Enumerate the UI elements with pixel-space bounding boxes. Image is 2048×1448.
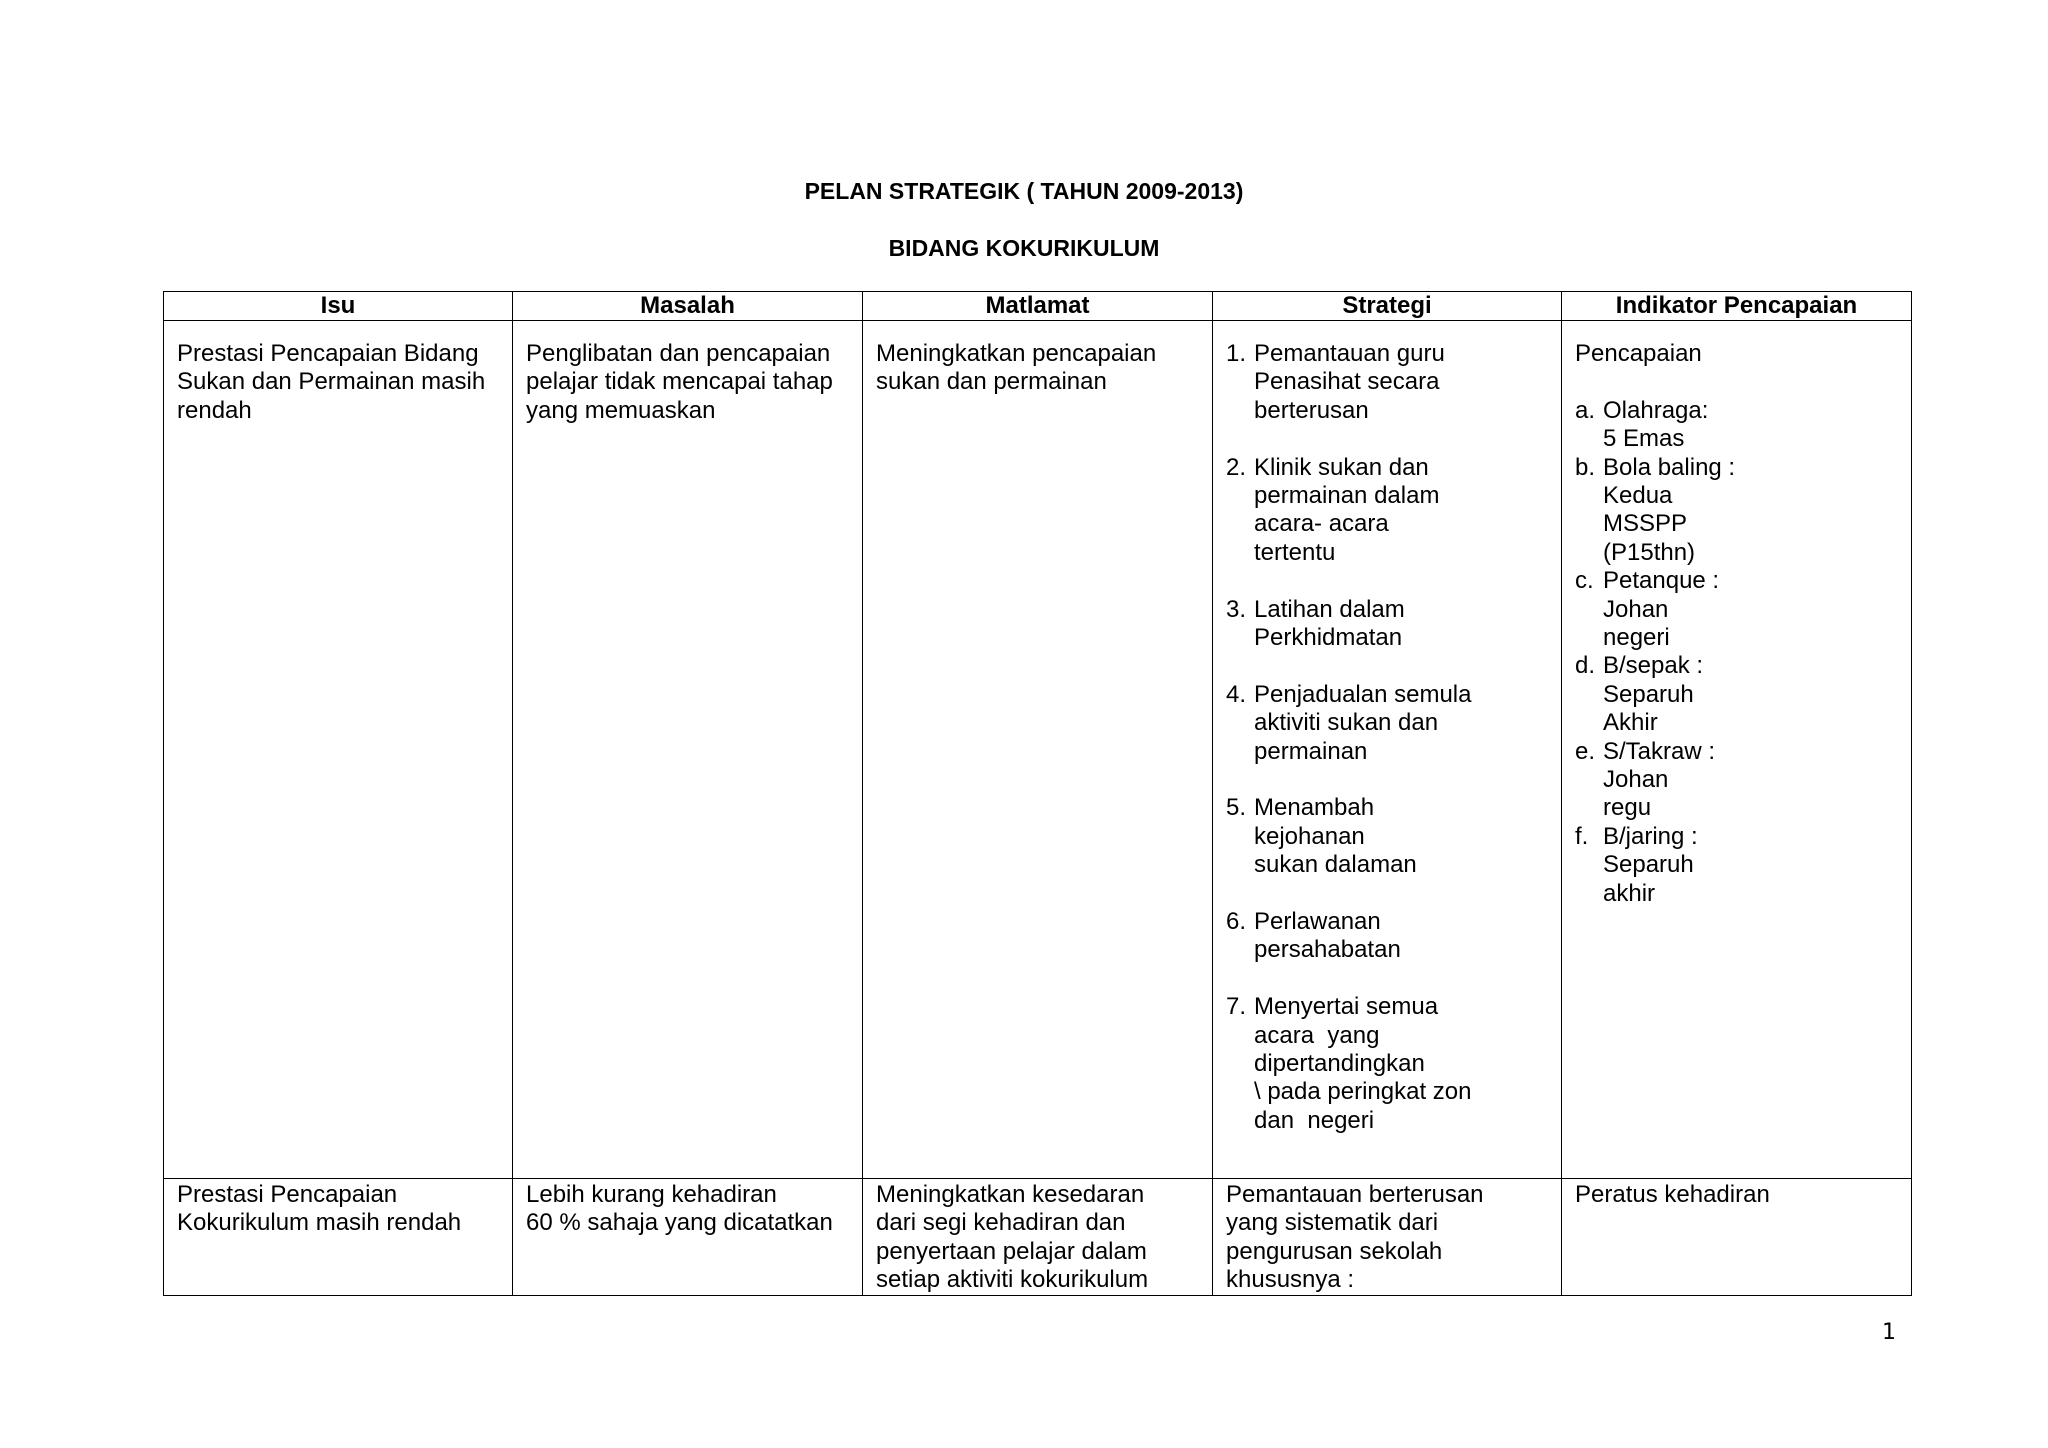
item-number: 3.	[1226, 595, 1247, 623]
text-line: Perlawanan	[1254, 908, 1381, 936]
text-line: MSSPP	[1603, 510, 1688, 538]
item-letter: b.	[1575, 453, 1596, 481]
text-line: berterusan	[1254, 396, 1369, 424]
strategy-item	[1226, 993, 1548, 1135]
text-line: pelajar tidak mencapai tahap	[526, 368, 833, 396]
header-indikator: Indikator Pencapaian	[1562, 292, 1912, 321]
strategy-item	[1226, 681, 1548, 766]
text-line: (P15thn)	[1603, 538, 1696, 566]
indicator-item	[1575, 652, 1898, 737]
text-line: aktiviti sukan dan	[1254, 709, 1439, 737]
text-line: penyertaan pelajar dalam	[876, 1237, 1147, 1265]
text-line: Menambah	[1254, 794, 1375, 822]
page-number: 1	[1882, 1320, 1896, 1345]
item-letter: d.	[1575, 652, 1596, 680]
text-line: permainan	[1254, 737, 1368, 765]
header-strategi: Strategi	[1213, 292, 1562, 321]
item-letter: c.	[1575, 567, 1594, 595]
text-line: Meningkatkan kesedaran	[876, 1181, 1145, 1208]
document-subtitle: BIDANG KOKURIKULUM	[888, 235, 1160, 261]
text-line: Penjadualan semula	[1254, 680, 1472, 708]
text-line: Sukan dan Permainan masih	[177, 368, 486, 396]
text-line: Prestasi Pencapaian Bidang	[177, 340, 479, 367]
strategic-plan-table	[163, 291, 1912, 1296]
text-line: Johan	[1603, 766, 1669, 794]
text-line: Akhir	[1603, 709, 1658, 737]
header-masalah: Masalah	[513, 292, 863, 321]
text-line: Separuh	[1603, 680, 1694, 708]
text-line: Penasihat secara	[1254, 368, 1440, 396]
item-letter: f.	[1575, 822, 1589, 850]
text-line: sukan dan permainan	[876, 368, 1107, 396]
text-line: Peratus kehadiran	[1575, 1181, 1770, 1208]
cell-strategi	[1213, 321, 1562, 1179]
cell-indikator	[1562, 321, 1912, 1179]
cell-masalah	[513, 321, 863, 1179]
text-line: Kedua	[1603, 482, 1673, 510]
text-line: B/sepak :	[1603, 652, 1704, 680]
text-line: pengurusan sekolah	[1226, 1237, 1443, 1265]
item-letter: a.	[1575, 396, 1596, 424]
strategy-item	[1226, 794, 1548, 879]
cell-masalah	[513, 1179, 863, 1296]
indicator-heading: Pencapaian	[1575, 340, 1702, 367]
document-title: PELAN STRATEGIK ( TAHUN 2009-2013)	[804, 178, 1244, 204]
text-line: 5 Emas	[1603, 425, 1685, 453]
strategy-item	[1226, 454, 1548, 568]
text-line: sukan dalaman	[1254, 851, 1417, 879]
indicator-item	[1575, 397, 1898, 454]
text-line: B/jaring :	[1603, 822, 1698, 850]
text-line: 60 % sahaja yang dicatatkan	[526, 1209, 833, 1237]
text-line: Petanque :	[1603, 567, 1720, 595]
strategy-item	[1226, 596, 1548, 653]
text-line: Bola baling :	[1603, 453, 1736, 481]
text-line: acara yang	[1254, 1021, 1380, 1049]
text-line: dipertandingkan	[1254, 1050, 1425, 1078]
cell-strategi	[1213, 1179, 1562, 1296]
text-line: Meningkatkan pencapaian	[876, 340, 1157, 367]
text-line: setiap aktiviti kokurikulum	[876, 1266, 1149, 1294]
item-number: 6.	[1226, 908, 1247, 936]
header-matlamat: Matlamat	[863, 292, 1213, 321]
indicator-item	[1575, 454, 1898, 568]
cell-indikator	[1562, 1179, 1912, 1296]
text-line: Prestasi Pencapaian	[177, 1181, 398, 1208]
text-line: Klinik sukan dan	[1254, 453, 1429, 481]
text-line: Penglibatan dan pencapaian	[526, 340, 831, 367]
strategy-item	[1226, 340, 1548, 425]
text-line: Pemantauan berterusan	[1226, 1181, 1484, 1208]
text-line: rendah	[177, 396, 252, 424]
item-letter: e.	[1575, 737, 1596, 765]
indicator-item	[1575, 823, 1898, 908]
header-isu: Isu	[164, 292, 513, 321]
text-line: Latihan dalam	[1254, 595, 1405, 623]
text-line: yang memuaskan	[526, 396, 716, 424]
cell-matlamat	[863, 1179, 1213, 1296]
indicator-item	[1575, 738, 1898, 823]
item-number: 7.	[1226, 993, 1247, 1021]
item-number: 5.	[1226, 794, 1247, 822]
text-line: S/Takraw :	[1603, 737, 1716, 765]
text-line: dari segi kehadiran dan	[876, 1209, 1126, 1237]
text-line: persahabatan	[1254, 936, 1401, 964]
item-number: 2.	[1226, 453, 1247, 481]
text-line: akhir	[1603, 879, 1656, 907]
text-line: Olahraga:	[1603, 396, 1709, 424]
table-row	[164, 321, 1912, 1179]
text-line: tertentu	[1254, 538, 1336, 566]
text-line: regu	[1603, 794, 1652, 822]
text-line: kejohanan	[1254, 822, 1365, 850]
strategy-item	[1226, 908, 1548, 965]
text-line: Menyertai semua	[1254, 993, 1439, 1021]
text-line: Perkhidmatan	[1254, 624, 1403, 652]
text-line: Lebih kurang kehadiran	[526, 1181, 777, 1208]
text-line: khususnya :	[1226, 1266, 1355, 1294]
text-line: permainan dalam	[1254, 482, 1440, 510]
text-line: yang sistematik dari	[1226, 1209, 1439, 1237]
text-line: \ pada peringkat zon	[1254, 1078, 1472, 1106]
indicator-item	[1575, 567, 1898, 652]
cell-isu	[164, 1179, 513, 1296]
text-line: Johan	[1603, 595, 1669, 623]
text-line: Kokurikulum masih rendah	[177, 1209, 462, 1237]
item-number: 1.	[1226, 340, 1247, 367]
text-line: acara- acara	[1254, 510, 1389, 538]
item-number: 4.	[1226, 680, 1247, 708]
cell-isu	[164, 321, 513, 1179]
table-header-row	[164, 292, 1912, 321]
table-row	[164, 1179, 1912, 1296]
cell-matlamat	[863, 321, 1213, 1179]
text-line: dan negeri	[1254, 1106, 1375, 1134]
text-line: negeri	[1603, 624, 1670, 652]
text-line: Pemantauan guru	[1254, 340, 1445, 367]
text-line: Separuh	[1603, 851, 1694, 879]
